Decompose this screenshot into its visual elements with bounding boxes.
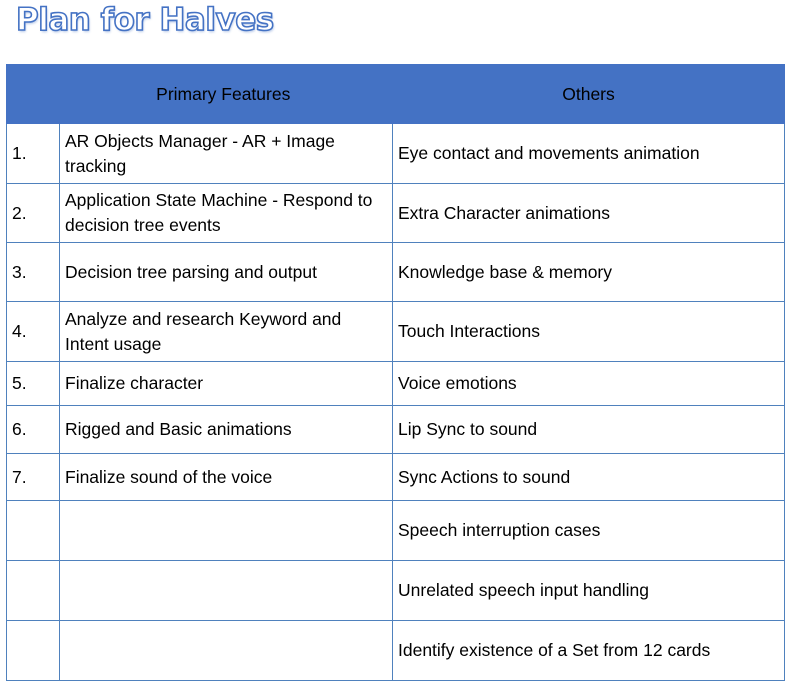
row-number: 3. [7, 243, 60, 302]
table-row [7, 454, 785, 501]
primary-feature-cell [60, 501, 393, 561]
row-number [7, 621, 60, 681]
table-row [7, 302, 785, 362]
other-feature-cell: Sync Actions to sound [393, 454, 785, 501]
primary-feature-cell: AR Objects Manager - AR + Image tracking [60, 124, 393, 184]
table-row [7, 184, 785, 243]
row-number: 6. [7, 406, 60, 454]
row-number [7, 561, 60, 621]
header-primary-features: Primary Features [60, 65, 393, 124]
page-title: Plan for Halves [16, 2, 274, 38]
plan-table [6, 64, 785, 681]
header-number [7, 65, 60, 124]
other-feature-cell: Eye contact and movements animation [393, 124, 785, 184]
table-row [7, 362, 785, 406]
table-row [7, 561, 785, 621]
primary-feature-cell: Rigged and Basic animations [60, 406, 393, 454]
table-row [7, 124, 785, 184]
primary-feature-cell: Finalize character [60, 362, 393, 406]
row-number [7, 501, 60, 561]
row-number: 1. [7, 124, 60, 184]
other-feature-cell: Knowledge base & memory [393, 243, 785, 302]
table-row [7, 621, 785, 681]
row-number: 7. [7, 454, 60, 501]
row-number: 2. [7, 184, 60, 243]
primary-feature-cell: Application State Machine - Respond to decision tree events [60, 184, 393, 243]
row-number: 4. [7, 302, 60, 362]
primary-feature-cell: Analyze and research Keyword and Intent usage [60, 302, 393, 362]
table-row [7, 243, 785, 302]
header-others: Others [393, 65, 785, 124]
other-feature-cell: Speech interruption cases [393, 501, 785, 561]
primary-feature-cell: Decision tree parsing and output [60, 243, 393, 302]
table-row [7, 406, 785, 454]
other-feature-cell: Touch Interactions [393, 302, 785, 362]
other-feature-cell: Extra Character animations [393, 184, 785, 243]
primary-feature-cell [60, 561, 393, 621]
row-number: 5. [7, 362, 60, 406]
other-feature-cell: Unrelated speech input handling [393, 561, 785, 621]
other-feature-cell: Lip Sync to sound [393, 406, 785, 454]
other-feature-cell: Voice emotions [393, 362, 785, 406]
table-header-row [7, 65, 785, 124]
primary-feature-cell: Finalize sound of the voice [60, 454, 393, 501]
other-feature-cell: Identify existence of a Set from 12 cards [393, 621, 785, 681]
primary-feature-cell [60, 621, 393, 681]
table-row [7, 501, 785, 561]
